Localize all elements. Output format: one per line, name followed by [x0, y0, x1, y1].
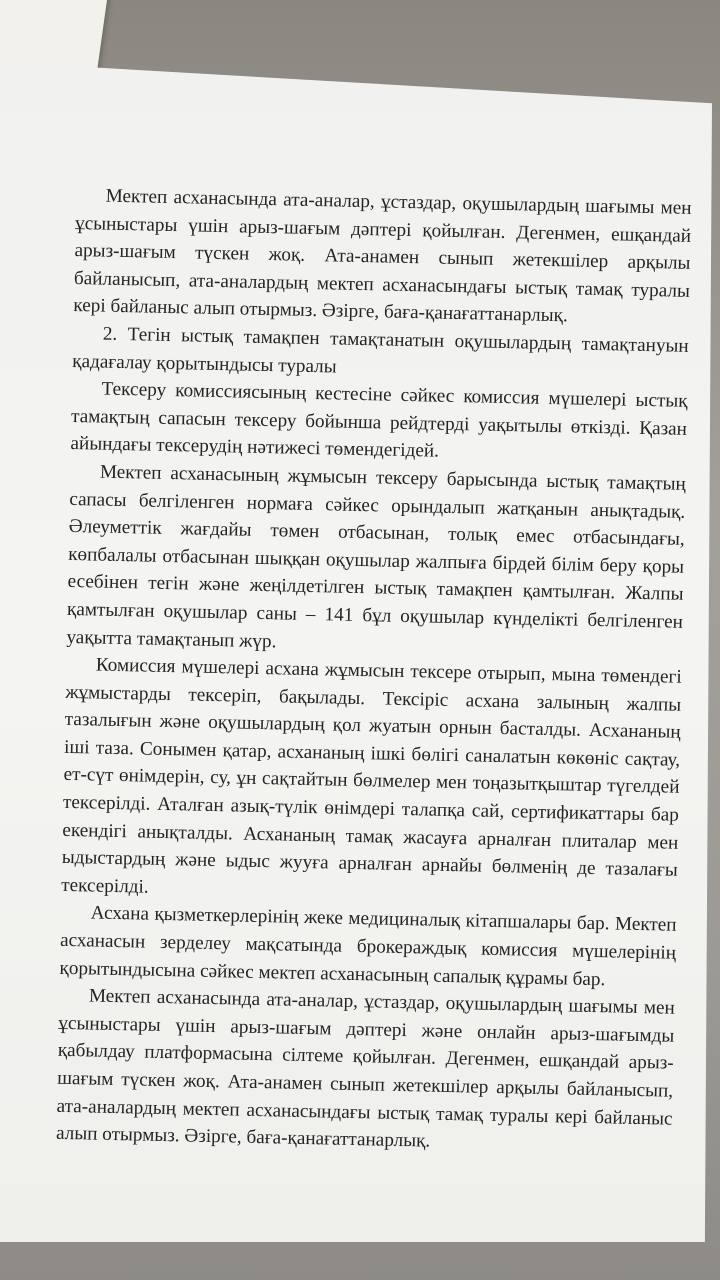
paragraph-medical-books: Асхана қызметкерлерінің жеке медициналық кітапшалары бар. Мектеп асханасын зерделеу мақсатында брокераждық комиссия мүшелерінің қорытындысына сәйкес мектеп асханасының сапалық құрамы бар. — [59, 902, 677, 990]
paragraph-online-complaints: Мектеп асханасында ата-аналар, ұстаздар, оқушылардың шағымы мен ұсыныстары үшін арыз-шағым дәптері және онлайн арыз-шағымды қабылдау платформасына сілтеме қойылған. Дегенмен, ешқандай арыз-шағым түскен жоқ. Ата-анамен сынып жетекшілер арқылы байланысып, ата-аналардың мектеп асханасындағы ыстық тамақ туралы кері байланыс алып отырмыз. Әзірге, баға-қанағаттанарлық. — [55, 985, 676, 1152]
section-heading-free-meals: 2. Тегін ыстық тамақпен тамақтанатын оқушылардың тамақтануын қадағалау қорытындысы туралы — [72, 323, 689, 378]
paragraph-complaints-book: Мектеп асханасында ата-аналар, ұстаздар, оқушылардың шағымы мен ұсыныстары үшін арыз-шағым дәптері қойылған. Дегенмен, ешқандай арыз-шағым түскен жоқ. Ата-анамен сынып жетекшілер арқылы байланысып, ата-аналардың мектеп асханасындағы ыстық тамақ туралы кері байланыс алып отырмыз. Әзірге, баға-қанағаттанарлық. — [73, 185, 692, 327]
document-body — [56, 182, 692, 1160]
paragraph-meal-quality: Мектеп асханасының жұмысын тексеру барысында ыстық тамақтың сапасы белгіленген нормаға сәйкес орындалып жатқанын анықтадық. Әлеуметтік жағдайы төмен отбасынан, толық емес отбасындағы, көпбалалы отбасынан шыққан оқушылар жалпыға бірдей білім беру қоры есебінен тегін және жеңілдетілген ыстық тамақпен қамтылған. Жалпы қамтылған оқушылар саны – 141 бұл оқушылар күнделікті белгіленген уақытта тамақтанып жүр. — [66, 461, 687, 652]
paragraph-inspection-schedule: Тексеру комиссиясының кестесіне сәйкес комиссия мүшелері ыстық тамақтың сапасын тексеру бойынша рейдтерді уақытылы өткізді. Қазан айындағы тексерудің нәтижесі төмендегідей. — [70, 378, 688, 463]
paragraph-commission-check: Комиссия мүшелері асхана жұмысын тексере отырып, мына төмендегі жұмыстарды тексеріп, бақылады. Тексіріс асхана залының жалпы тазалығын және оқушылардың қол жуатын орнын басталды. Асхананың іші таза. Сонымен қатар, асхананың ішкі бөлігі саналатын көкөніс сақтау, ет-сүт өнімдерін, су, ұн сақтайтын бөлмелер мен тоңазытқыштар түгелдей тексерілді. Аталған азық-түлік өнімдері талапқа сай, сертификаттары бар екендігі анықталды. Асхананың тамақ жасауға арналған плиталар мен ыдыстардың және ыдыс жууға арналған арнайы бөлменің де тазалағы тексерілді. — [61, 654, 682, 898]
